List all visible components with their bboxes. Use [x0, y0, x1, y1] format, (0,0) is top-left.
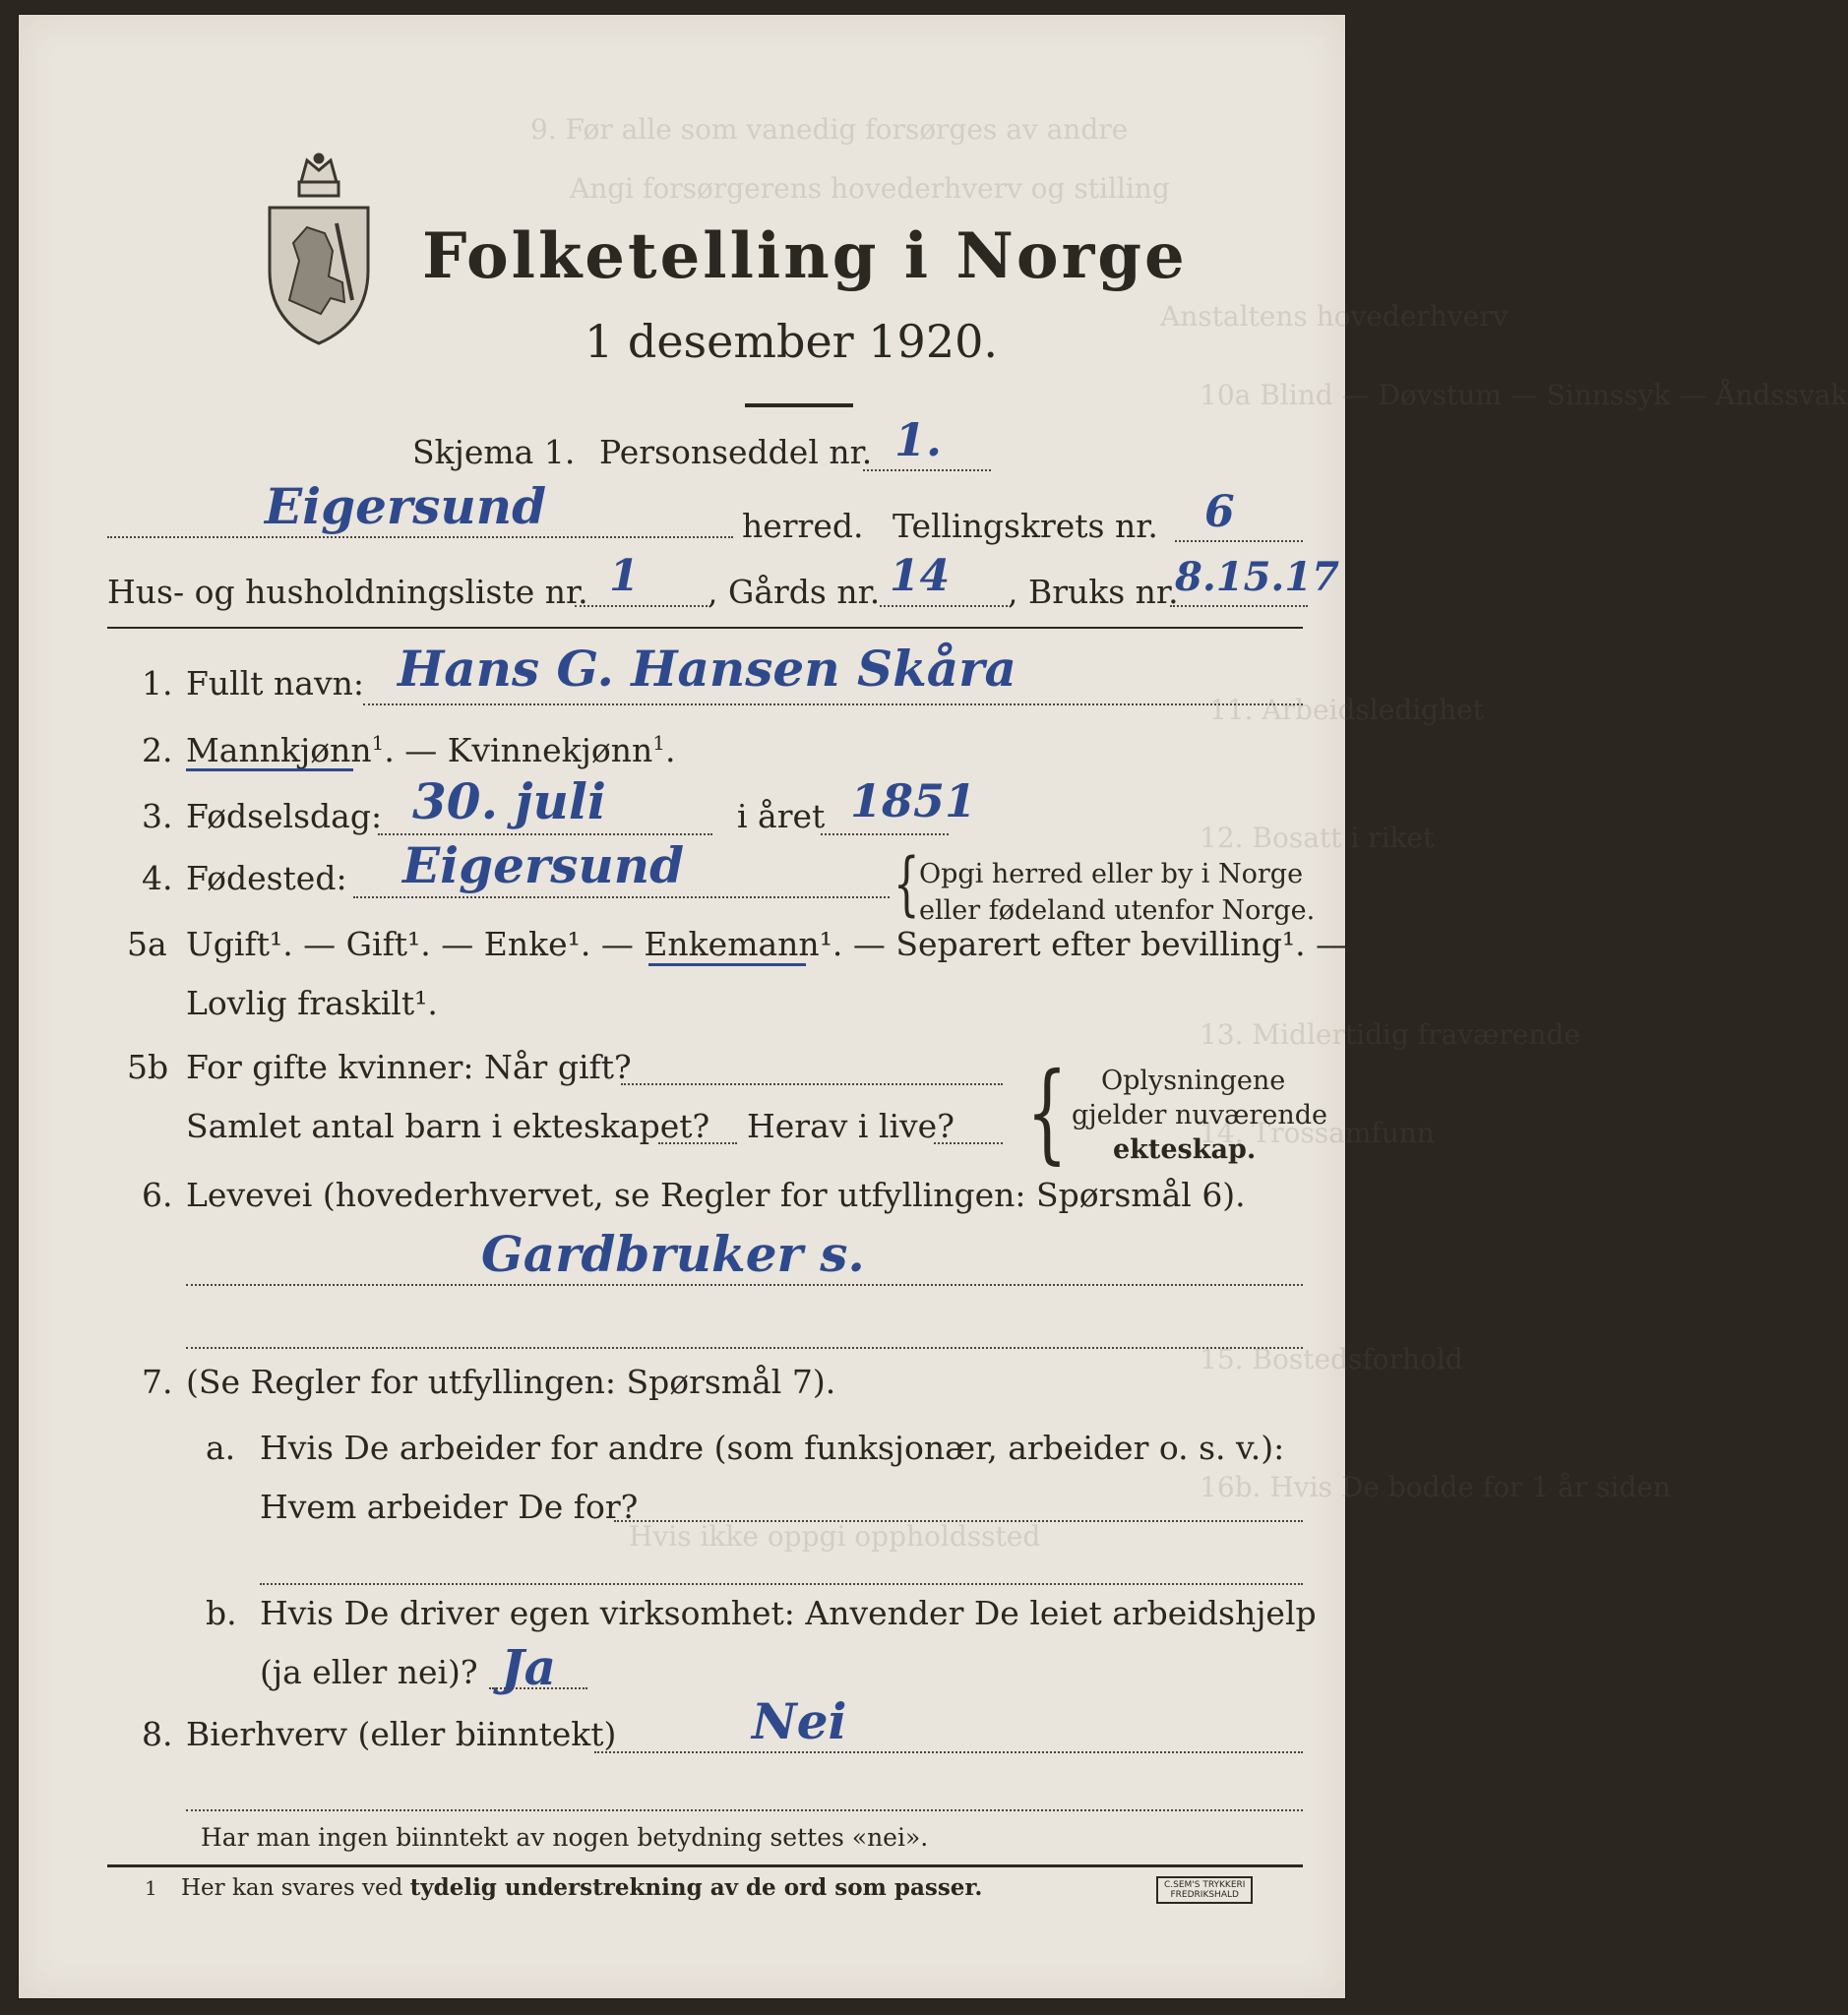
q5a-widower-underline [648, 963, 806, 966]
census-date: 1 desember 1920. [585, 315, 998, 368]
hus-field-line [575, 605, 708, 607]
q3-label: Fødselsdag: [186, 797, 383, 835]
q7b-answer: Ja [501, 1638, 557, 1696]
herred-label: herred. [742, 507, 864, 545]
q5b-brace: { [1026, 1049, 1068, 1175]
q4-brace: { [893, 843, 920, 924]
q5b-line1: For gifte kvinner: Når gift? [186, 1048, 632, 1086]
q8-field-line-2 [186, 1809, 1303, 1811]
q7b-line2: (ja eller nei)? [260, 1653, 478, 1691]
footnote-marker: 1 [371, 731, 385, 755]
q5b-alive-label: Herav i live? [747, 1107, 955, 1145]
q5a-line1 [186, 925, 1348, 963]
personseddel-value: 1. [894, 413, 943, 466]
q7-label: (Se Regler for utfyllingen: Spørsmål 7). [186, 1363, 836, 1401]
q2-male-underline [186, 768, 353, 771]
q3-year-field-line [821, 833, 949, 835]
hus-value: 1 [609, 551, 640, 601]
bleed-through-text: 16b. Hvis De bodde for 1 år siden [1200, 1471, 1671, 1503]
q7-number: 7. [142, 1363, 173, 1401]
bleed-through-text: 13. Midlertidig fraværende [1200, 1018, 1580, 1051]
skjema-label: Skjema 1. [412, 433, 576, 471]
q4-note-line2: eller fødeland utenfor Norge. [919, 895, 1316, 926]
q3-year-label: i året [737, 797, 826, 835]
gards-value: 14 [890, 551, 951, 601]
bruks-value: 8.15.17 [1175, 554, 1340, 600]
hus-label: Hus- og husholdningsliste nr. [107, 573, 588, 611]
q5b-children-line [658, 1142, 737, 1144]
q5b-note-line1: Oplysningene [1101, 1066, 1286, 1096]
q5a-widower-option: Enkemann [644, 925, 820, 963]
q5b-number: 5b [127, 1048, 169, 1086]
q5b-when-married-line [621, 1083, 1003, 1085]
herred-value: Eigersund [265, 477, 547, 535]
q5a-line2: Lovlig fraskilt¹. [186, 984, 438, 1022]
footer-rule [107, 1864, 1303, 1867]
q1-full-name: Hans G. Hansen Skåra [398, 640, 1016, 698]
q7b-field-line [489, 1687, 587, 1689]
q1-number: 1. [142, 664, 173, 702]
q7b-letter: b. [206, 1594, 237, 1632]
q4-note-line1: Opgi herred eller by i Norge [919, 859, 1304, 889]
footnote-text-a: Her kan svares ved [181, 1875, 403, 1901]
q5a-options-c: ¹. — Separert efter bevilling¹. — [819, 925, 1349, 963]
printer-stamp [1156, 1876, 1253, 1904]
q6-field-line-2 [186, 1347, 1303, 1349]
q5a-options-a: Ugift¹. — Gift¹. — Enke¹. — [186, 925, 634, 963]
q5a-number: 5a [127, 925, 167, 963]
q8-answer: Nei [752, 1692, 847, 1750]
q2-number: 2. [142, 731, 173, 769]
header-rule [107, 627, 1303, 629]
bruks-label: , Bruks nr. [1008, 573, 1179, 611]
gards-field-line [880, 605, 1008, 607]
q1-label: Fullt navn: [186, 664, 364, 702]
q8-field-line-1 [594, 1751, 1303, 1753]
tellingskrets-label: Tellingskrets nr. [893, 507, 1158, 545]
footnote-text [181, 1874, 982, 1901]
bruks-field-line [1170, 605, 1308, 607]
footnote-marker: 1 [652, 731, 666, 755]
q3-birth-year: 1851 [850, 774, 977, 827]
bleed-through-text: 10a Blind — Døvstum — Sinnssyk — Åndssvak [1200, 379, 1848, 411]
q4-field-line [353, 896, 890, 898]
q3-field-line [378, 833, 712, 835]
q4-number: 4. [142, 859, 173, 897]
footnote-text-b: tydelig understrekning av de ord som passer. [409, 1874, 983, 1901]
q7b-line1: Hvis De driver egen virksomhet: Anvender De leiet arbeidshjelp [260, 1594, 1317, 1632]
q7a-line2: Hvem arbeider De for? [260, 1488, 639, 1526]
bleed-through-text: Angi forsørgerens hovederhverv og stilling [570, 172, 1170, 205]
gards-label: , Gårds nr. [708, 573, 881, 611]
bleed-through-text: 14. Trossamfunn [1200, 1117, 1435, 1149]
q3-number: 3. [142, 797, 173, 835]
q7a-letter: a. [206, 1429, 236, 1467]
q5b-note-line3: ekteskap. [1113, 1134, 1257, 1165]
q2-end: . [665, 731, 676, 769]
herred-field-line [107, 536, 733, 538]
q2-separator: . — Kvinnekjønn [384, 731, 653, 769]
q8-number: 8. [142, 1715, 173, 1753]
q5b-alive-line [934, 1142, 1003, 1144]
footnote-number: 1 [145, 1876, 157, 1900]
bleed-through-text: 9. Før alle som vanedig forsørges av andre [530, 113, 1129, 146]
q8-label: Bierhverv (eller biinntekt) [186, 1715, 617, 1753]
q4-label: Fødested: [186, 859, 347, 897]
bleed-through-text: 11. Arbeidsledighet [1209, 694, 1484, 726]
bleed-through-text: Anstaltens hovederhverv [1160, 300, 1509, 333]
q4-birthplace: Eigersund [402, 836, 685, 894]
printer-stamp-line2: FREDRIKSHALD [1170, 1890, 1239, 1900]
bleed-through-text: 15. Bostedsforhold [1200, 1343, 1463, 1375]
census-form-sheet [18, 14, 1848, 1999]
q6-field-line-1 [186, 1284, 1303, 1286]
tellingskrets-value: 6 [1204, 487, 1235, 537]
q1-field-line [363, 703, 1303, 705]
tellingskrets-field-line [1175, 540, 1303, 542]
q7a-field-line-1 [614, 1520, 1303, 1522]
page-title: Folketelling i Norge [422, 219, 1188, 293]
q8-note: Har man ingen biinntekt av nogen betydning settes «nei». [201, 1823, 929, 1852]
printer-stamp-line1: C.SEM'S TRYKKERI [1164, 1880, 1246, 1890]
q6-occupation: Gardbruker s. [481, 1225, 865, 1283]
personseddel-field-line [863, 469, 991, 471]
bleed-through-text: 12. Bosatt i riket [1200, 822, 1435, 854]
bleed-through-text: Hvis ikke oppgi oppholdssted [629, 1520, 1041, 1553]
q7a-line1: Hvis De arbeider for andre (som funksjonær, arbeider o. s. v.): [260, 1429, 1285, 1467]
q2-male-option: Mannkjønn [186, 731, 372, 769]
q5b-note-line2: gjelder nuværende [1072, 1100, 1327, 1130]
q7a-field-line-2 [260, 1583, 1303, 1585]
personseddel-label: Personseddel nr. [599, 433, 873, 471]
title-divider [745, 403, 853, 407]
q2-gender-line [186, 731, 676, 769]
q5b-children-label: Samlet antal barn i ekteskapet? [186, 1107, 710, 1145]
coat-of-arms-icon [260, 153, 378, 349]
q6-number: 6. [142, 1176, 173, 1214]
q3-birthday: 30. juli [412, 772, 606, 830]
q6-label: Levevei (hovederhvervet, se Regler for utfyllingen: Spørsmål 6). [186, 1176, 1246, 1214]
